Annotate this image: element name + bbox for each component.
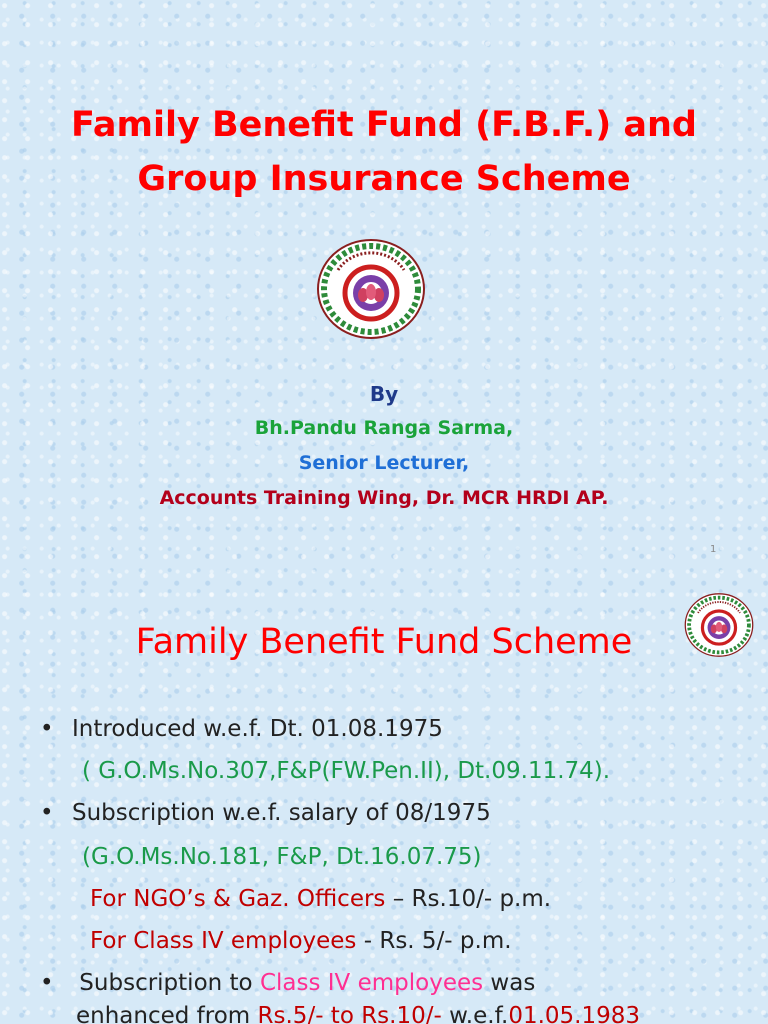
slide-number: 1 [710,544,717,555]
class-iv-rate-line [90,928,512,954]
bullet-enhancement [0,970,535,996]
bullet-introduced [0,716,443,742]
ngo-rate-line [90,886,551,912]
bullet-marker: • [40,800,54,826]
enhancement-date: 01.05.1983 [508,1003,641,1024]
bullet-marker: • [40,716,54,742]
institute-emblem-icon [316,238,426,340]
author-role: Senior Lecturer, [298,452,470,474]
enhancement-post: was [483,970,536,996]
by-label: By [369,382,399,406]
subscription-text: Subscription w.e.f. salary of 08/1975 [72,800,491,826]
class-iv-rate: - Rs. 5/- p.m. [356,928,512,954]
slide-2-title: Family Benefit Fund Scheme [135,622,633,662]
title-line-2: Group Insurance Scheme [137,159,631,199]
enhancement-pre: Subscription to [72,970,260,996]
bullet-subscription [0,800,491,826]
enhancement-detail-mid: w.e.f. [441,1003,509,1024]
author-name: Bh.Pandu Ranga Sarma, [254,417,514,439]
title-line-1: Family Benefit Fund (F.B.F.) and [71,105,697,145]
slide-2 [0,570,768,1024]
author-organization: Accounts Training Wing, Dr. MCR HRDI AP. [159,487,609,509]
ngo-rate: – Rs.10/- p.m. [385,886,552,912]
ngo-category: For NGO’s & Gaz. Officers [90,886,386,912]
enhancement-detail [76,1003,640,1024]
enhancement-detail-pre: enhanced from [76,1003,258,1024]
slide-1-title [0,98,768,206]
introduced-text: Introduced w.e.f. Dt. 01.08.1975 [72,716,443,742]
go-reference-1: ( G.O.Ms.No.307,F&P(FW.Pen.II), Dt.09.11.74). [82,758,611,784]
class-iv-category: For Class IV employees [90,928,357,954]
enhancement-amount: Rs.5/- to Rs.10/- [257,1003,442,1024]
bullet-marker: • [40,970,54,996]
go-reference-2: (G.O.Ms.No.181, F&P, Dt.16.07.75) [82,844,482,870]
enhancement-category: Class IV employees [259,970,484,996]
